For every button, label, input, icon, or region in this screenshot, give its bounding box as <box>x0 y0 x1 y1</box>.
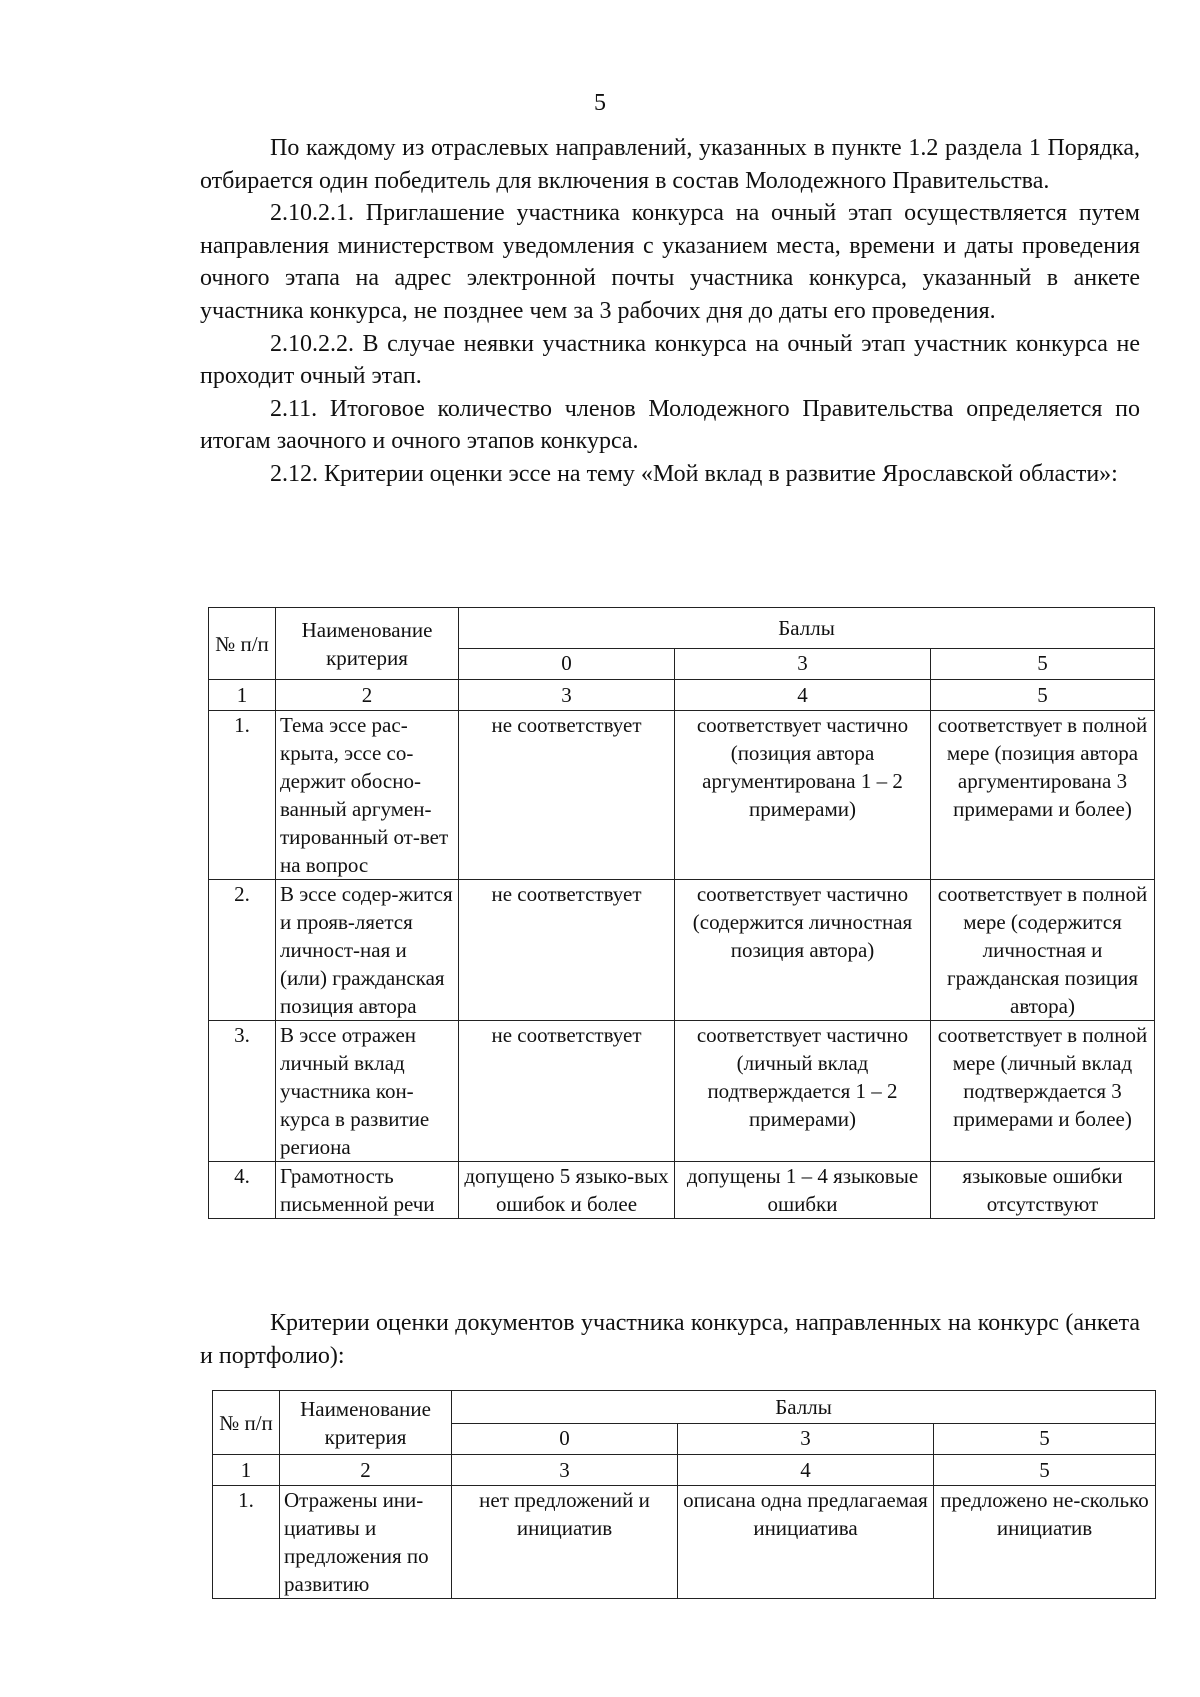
row-points-3: описана одна предлагаемая инициатива <box>678 1486 934 1599</box>
row-points-0: нет предложений и инициатив <box>452 1486 678 1599</box>
page-number: 5 <box>594 90 606 116</box>
row-criterion: Грамотность письменной речи <box>276 1162 459 1219</box>
header-num: № п/п <box>213 1391 280 1455</box>
essay-criteria-table <box>208 607 1155 1219</box>
row-criterion: В эссе содер-жится и прояв-ляется личност-ная и (или) гражданская позиция автора <box>276 880 459 1021</box>
table-header-row <box>213 1391 1156 1424</box>
column-number: 1 <box>213 1455 280 1486</box>
column-number: 4 <box>678 1455 934 1486</box>
body-text-middle <box>200 1307 1140 1372</box>
row-criterion: Тема эссе рас-крыта, эссе со-держит обосно-ванный аргумен-тированный от-вет на вопрос <box>276 711 459 880</box>
row-points-5: соответствует в полной мере (позиция автора аргументирована 3 примерами и более) <box>931 711 1155 880</box>
row-points-3: допущены 1 – 4 языковые ошибки <box>675 1162 931 1219</box>
row-points-5: предложено не-сколько инициатив <box>934 1486 1156 1599</box>
row-criterion: Отражены ини-циативы и предложения по развитию <box>280 1486 452 1599</box>
body-text-top <box>200 132 1140 491</box>
row-points-0: не соответствует <box>459 711 675 880</box>
paragraph: Критерии оценки документов участника конкурса, направленных на конкурс (анкета и портфолио): <box>200 1310 1140 1369</box>
table-row <box>209 880 1155 1021</box>
header-criterion-name: Наименование критерия <box>276 608 459 680</box>
row-num: 1. <box>209 711 276 880</box>
row-points-5: соответствует в полной мере (личный вклад подтверждается 3 примерами и более) <box>931 1021 1155 1162</box>
column-number-row <box>209 680 1155 711</box>
header-points: Баллы <box>452 1391 1156 1424</box>
documents-criteria-table <box>212 1390 1156 1599</box>
table-row <box>213 1486 1156 1599</box>
column-number: 1 <box>209 680 276 711</box>
header-points-3: 3 <box>675 649 931 680</box>
header-points: Баллы <box>459 608 1155 649</box>
row-points-3: соответствует частично (содержится личностная позиция автора) <box>675 880 931 1021</box>
row-points-5: языковые ошибки отсутствуют <box>931 1162 1155 1219</box>
row-points-0: не соответствует <box>459 880 675 1021</box>
column-number: 5 <box>934 1455 1156 1486</box>
row-num: 1. <box>213 1486 280 1599</box>
column-number: 4 <box>675 680 931 711</box>
row-num: 3. <box>209 1021 276 1162</box>
row-points-0: допущено 5 языко-вых ошибок и более <box>459 1162 675 1219</box>
header-points-5: 5 <box>931 649 1155 680</box>
table-row <box>209 1162 1155 1219</box>
header-points-0: 0 <box>452 1424 678 1455</box>
header-points-5: 5 <box>934 1424 1156 1455</box>
header-num: № п/п <box>209 608 276 680</box>
header-criterion-name: Наименование критерия <box>280 1391 452 1455</box>
paragraph: 2.10.2.2. В случае неявки участника конкурса на очный этап участник конкурса не проходит очный этап. <box>200 330 1140 390</box>
row-points-3: соответствует частично (позиция автора аргументирована 1 – 2 примерами) <box>675 711 931 880</box>
table-row <box>209 711 1155 880</box>
table-row <box>209 1021 1155 1162</box>
paragraph: 2.11. Итоговое количество членов Молодежного Правительства определяется по итогам заочного и очного этапов конкурса. <box>200 395 1140 455</box>
column-number: 5 <box>931 680 1155 711</box>
table-header-row <box>209 608 1155 649</box>
row-num: 4. <box>209 1162 276 1219</box>
row-points-3: соответствует частично (личный вклад подтверждается 1 – 2 примерами) <box>675 1021 931 1162</box>
column-number: 3 <box>452 1455 678 1486</box>
column-number-row <box>213 1455 1156 1486</box>
column-number: 3 <box>459 680 675 711</box>
row-points-5: соответствует в полной мере (содержится личностная и гражданская позиция автора) <box>931 880 1155 1021</box>
paragraph: По каждому из отраслевых направлений, указанных в пункте 1.2 раздела 1 Порядка, отбирается один победитель для включения в состав Молодежного Правительства. <box>200 135 1140 194</box>
row-points-0: не соответствует <box>459 1021 675 1162</box>
paragraph: 2.12. Критерии оценки эссе на тему «Мой вклад в развитие Ярославской области»: <box>270 460 1118 487</box>
row-criterion: В эссе отражен личный вклад участника кон-курса в развитие региона <box>276 1021 459 1162</box>
column-number: 2 <box>280 1455 452 1486</box>
header-points-3: 3 <box>678 1424 934 1455</box>
paragraph: 2.10.2.1. Приглашение участника конкурса на очный этап осуществляется путем направления министерством уведомления с указанием места, времени и даты проведения очного этапа на адрес электронной почты участника конкурса, указанный в анкете участника конкурса, не позднее чем за 3 рабочих дня до даты его проведения. <box>200 200 1140 324</box>
header-points-0: 0 <box>459 649 675 680</box>
column-number: 2 <box>276 680 459 711</box>
row-num: 2. <box>209 880 276 1021</box>
